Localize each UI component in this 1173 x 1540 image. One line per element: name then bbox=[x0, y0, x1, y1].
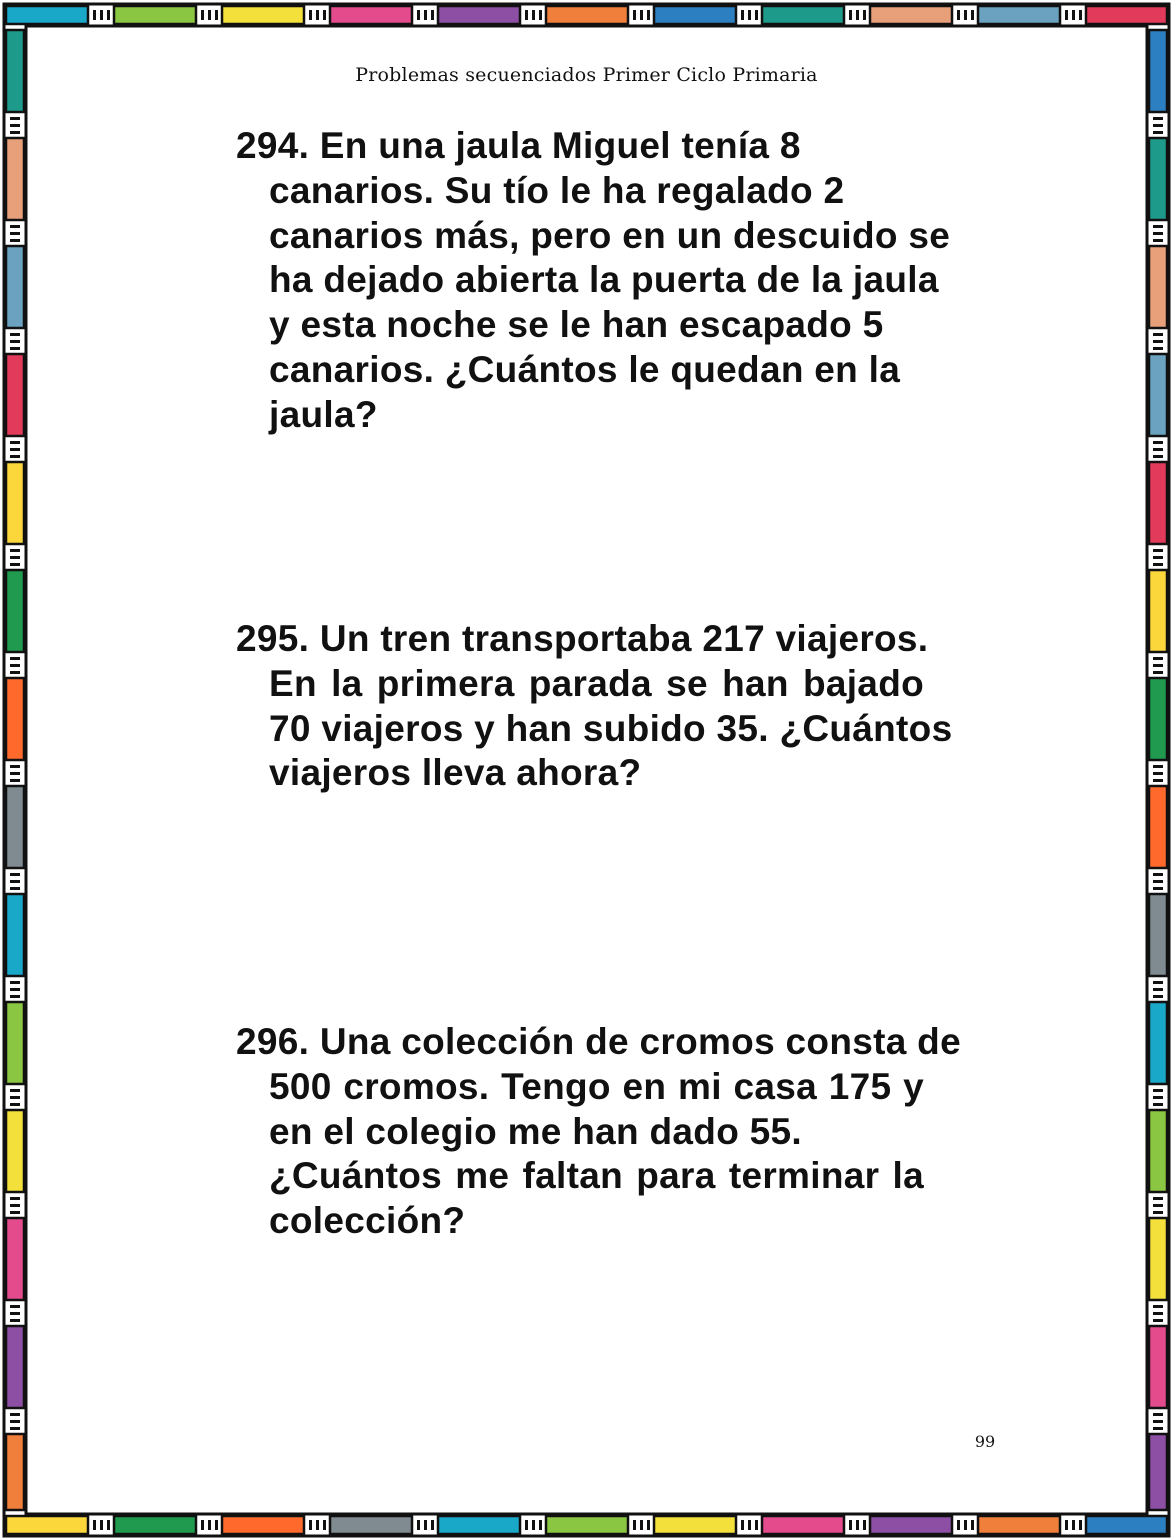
border-tick bbox=[201, 10, 204, 20]
border-tick bbox=[1153, 1204, 1163, 1207]
border-tick bbox=[1153, 1319, 1163, 1322]
border-segment bbox=[1149, 570, 1167, 652]
border-tick bbox=[1153, 340, 1163, 343]
border-tick bbox=[856, 10, 859, 20]
border-tick bbox=[1153, 556, 1163, 559]
border-segment bbox=[6, 1218, 24, 1300]
border-tick bbox=[10, 232, 20, 235]
border-segment bbox=[6, 1434, 24, 1510]
border-tick bbox=[957, 1520, 960, 1530]
border-segment bbox=[654, 1516, 736, 1534]
border-segment bbox=[654, 6, 736, 24]
border-segment bbox=[438, 1516, 520, 1534]
border-tick bbox=[532, 10, 535, 20]
border-tick bbox=[208, 10, 211, 20]
border-tick bbox=[208, 1520, 211, 1530]
problem-text: Una colección de cromos consta de bbox=[319, 1021, 961, 1062]
border-tick bbox=[849, 1520, 852, 1530]
border-segment bbox=[546, 1516, 628, 1534]
border-tick bbox=[107, 10, 110, 20]
border-tick bbox=[10, 1312, 20, 1315]
border-tick bbox=[1153, 1420, 1163, 1423]
problem-line: ¿Cuántos me faltan para terminar la bbox=[269, 1155, 924, 1197]
problem-number: 295. bbox=[236, 618, 310, 659]
border-tick bbox=[10, 1413, 20, 1416]
border-tick bbox=[863, 1520, 866, 1530]
border-tick bbox=[93, 10, 96, 20]
border-tick bbox=[10, 1427, 20, 1430]
border-tick bbox=[1153, 1197, 1163, 1200]
problem-line bbox=[236, 124, 924, 169]
border-tick bbox=[1153, 671, 1163, 674]
border-tick bbox=[1153, 1413, 1163, 1416]
border-segment bbox=[222, 1516, 304, 1534]
border-tick bbox=[755, 1520, 758, 1530]
border-segment bbox=[114, 6, 196, 24]
border-segment bbox=[546, 6, 628, 24]
problem-line: 70 viajeros y han subido 35. ¿Cuántos bbox=[269, 707, 953, 749]
border-segment bbox=[6, 462, 24, 544]
border-tick bbox=[1153, 225, 1163, 228]
border-tick bbox=[10, 887, 20, 890]
page-number: 99 bbox=[974, 1432, 996, 1451]
problem-line: canarios. Su tío le ha regalado 2 bbox=[269, 169, 845, 211]
border-segment bbox=[6, 894, 24, 976]
problem-line: ha dejado abierta la puerta de la jaula bbox=[269, 259, 939, 301]
border-tick bbox=[215, 10, 218, 20]
border-tick bbox=[1153, 1427, 1163, 1430]
border-segment bbox=[6, 138, 24, 220]
problem-line bbox=[236, 1020, 961, 1065]
border-segment bbox=[1149, 246, 1167, 328]
border-tick bbox=[1079, 10, 1082, 20]
border-tick bbox=[539, 1520, 542, 1530]
border-tick bbox=[1153, 988, 1163, 991]
problem-text: Un tren transportaba 217 viajeros. bbox=[319, 618, 929, 659]
border-tick bbox=[633, 1520, 636, 1530]
border-tick bbox=[1065, 10, 1068, 20]
border-tick bbox=[647, 1520, 650, 1530]
border-tick bbox=[647, 10, 650, 20]
border-tick bbox=[1153, 441, 1163, 444]
border-tick bbox=[1072, 1520, 1075, 1530]
border-segment bbox=[1149, 1002, 1167, 1084]
border-tick bbox=[1153, 657, 1163, 660]
problem-296 bbox=[236, 1020, 961, 1244]
border-tick bbox=[532, 1520, 535, 1530]
border-tick bbox=[10, 556, 20, 559]
border-tick bbox=[1153, 779, 1163, 782]
border-tick bbox=[100, 10, 103, 20]
border-tick bbox=[10, 995, 20, 998]
border-tick bbox=[1079, 1520, 1082, 1530]
border-segment bbox=[114, 1516, 196, 1534]
border-tick bbox=[10, 657, 20, 660]
border-tick bbox=[10, 880, 20, 883]
border-segment bbox=[1149, 462, 1167, 544]
problem-line: y esta noche se le han escapado 5 bbox=[269, 304, 884, 346]
border-tick bbox=[1153, 549, 1163, 552]
border-tick bbox=[10, 1420, 20, 1423]
border-tick bbox=[10, 1211, 20, 1214]
border-tick bbox=[424, 10, 427, 20]
border-tick bbox=[741, 10, 744, 20]
border-tick bbox=[10, 671, 20, 674]
border-tick bbox=[323, 10, 326, 20]
border-tick bbox=[309, 1520, 312, 1530]
border-tick bbox=[10, 1096, 20, 1099]
border-tick bbox=[1153, 448, 1163, 451]
border-tick bbox=[748, 1520, 751, 1530]
border-segment bbox=[978, 1516, 1060, 1534]
border-segment bbox=[1149, 138, 1167, 220]
border-tick bbox=[10, 441, 20, 444]
border-tick bbox=[10, 347, 20, 350]
border-tick bbox=[1153, 981, 1163, 984]
border-tick bbox=[1153, 772, 1163, 775]
border-segment bbox=[1149, 786, 1167, 868]
border-tick bbox=[964, 1520, 967, 1530]
border-segment bbox=[1149, 1326, 1167, 1408]
border-segment bbox=[6, 570, 24, 652]
border-tick bbox=[309, 10, 312, 20]
border-tick bbox=[107, 1520, 110, 1530]
border-tick bbox=[316, 1520, 319, 1530]
border-tick bbox=[1153, 1096, 1163, 1099]
border-segment bbox=[330, 6, 412, 24]
border-tick bbox=[1153, 664, 1163, 667]
border-tick bbox=[10, 1089, 20, 1092]
border-segment bbox=[1086, 1516, 1167, 1534]
problem-number: 296. bbox=[236, 1021, 310, 1062]
border-tick bbox=[10, 988, 20, 991]
border-segment bbox=[1149, 354, 1167, 436]
border-segment bbox=[6, 678, 24, 760]
border-segment bbox=[6, 354, 24, 436]
border-tick bbox=[741, 1520, 744, 1530]
border-tick bbox=[1153, 563, 1163, 566]
border-tick bbox=[10, 239, 20, 242]
border-tick bbox=[539, 10, 542, 20]
border-tick bbox=[431, 10, 434, 20]
border-tick bbox=[10, 1305, 20, 1308]
border-segment bbox=[6, 246, 24, 328]
border-segment bbox=[222, 6, 304, 24]
border-segment bbox=[1149, 894, 1167, 976]
border-tick bbox=[10, 225, 20, 228]
border-tick bbox=[1153, 765, 1163, 768]
border-segment bbox=[6, 1002, 24, 1084]
border-tick bbox=[417, 1520, 420, 1530]
border-tick bbox=[10, 664, 20, 667]
border-tick bbox=[1153, 239, 1163, 242]
problem-line: En la primera parada se han bajado bbox=[269, 662, 924, 704]
border-tick bbox=[964, 10, 967, 20]
problem-number: 294. bbox=[236, 125, 310, 166]
problem-line: canarios más, pero en un descuido se bbox=[269, 214, 951, 256]
problem-line: en el colegio me han dado 55. bbox=[269, 1110, 803, 1152]
border-tick bbox=[10, 1319, 20, 1322]
border-tick bbox=[10, 117, 20, 120]
border-tick bbox=[1153, 347, 1163, 350]
border-tick bbox=[1153, 333, 1163, 336]
border-tick bbox=[10, 779, 20, 782]
border-segment bbox=[1149, 1110, 1167, 1192]
problem-line: colección? bbox=[269, 1200, 466, 1242]
border-tick bbox=[1153, 131, 1163, 134]
border-segment bbox=[1086, 6, 1167, 24]
border-tick bbox=[10, 131, 20, 134]
problem-text: En una jaula Miguel tenía 8 bbox=[309, 125, 801, 166]
border-tick bbox=[10, 340, 20, 343]
border-tick bbox=[971, 1520, 974, 1530]
border-tick bbox=[1153, 117, 1163, 120]
border-tick bbox=[10, 1103, 20, 1106]
border-segment bbox=[870, 1516, 952, 1534]
border-tick bbox=[1153, 232, 1163, 235]
border-tick bbox=[1153, 873, 1163, 876]
border-tick bbox=[1153, 880, 1163, 883]
problem-line: viajeros lleva ahora? bbox=[269, 752, 642, 794]
border-segment bbox=[1149, 1434, 1167, 1510]
border-tick bbox=[10, 124, 20, 127]
border-tick bbox=[10, 455, 20, 458]
border-tick bbox=[1153, 1305, 1163, 1308]
border-tick bbox=[1153, 455, 1163, 458]
border-tick bbox=[863, 10, 866, 20]
border-segment bbox=[438, 6, 520, 24]
border-tick bbox=[10, 873, 20, 876]
border-segment bbox=[978, 6, 1060, 24]
border-tick bbox=[748, 10, 751, 20]
border-tick bbox=[1072, 10, 1075, 20]
border-tick bbox=[93, 1520, 96, 1530]
border-tick bbox=[10, 448, 20, 451]
border-tick bbox=[1065, 1520, 1068, 1530]
border-tick bbox=[1153, 1103, 1163, 1106]
border-tick bbox=[10, 765, 20, 768]
border-segment bbox=[762, 1516, 844, 1534]
problem-294 bbox=[236, 124, 951, 438]
border-segment bbox=[6, 786, 24, 868]
border-tick bbox=[10, 772, 20, 775]
border-tick bbox=[10, 563, 20, 566]
border-segment bbox=[6, 1110, 24, 1192]
border-tick bbox=[1153, 1312, 1163, 1315]
running-header: Problemas secuenciados Primer Ciclo Primaria bbox=[355, 64, 818, 86]
border-tick bbox=[1153, 124, 1163, 127]
border-segment bbox=[762, 6, 844, 24]
border-segment bbox=[1149, 678, 1167, 760]
border-tick bbox=[323, 1520, 326, 1530]
border-tick bbox=[849, 10, 852, 20]
border-tick bbox=[100, 1520, 103, 1530]
border-tick bbox=[856, 1520, 859, 1530]
border-tick bbox=[417, 10, 420, 20]
border-tick bbox=[640, 1520, 643, 1530]
problem-line bbox=[236, 617, 929, 662]
border-tick bbox=[431, 1520, 434, 1530]
border-tick bbox=[633, 10, 636, 20]
border-tick bbox=[10, 981, 20, 984]
border-segment bbox=[870, 6, 952, 24]
border-tick bbox=[201, 1520, 204, 1530]
border-tick bbox=[10, 549, 20, 552]
border-tick bbox=[316, 10, 319, 20]
border-tick bbox=[10, 1204, 20, 1207]
border-tick bbox=[957, 10, 960, 20]
problem-line: 500 cromos. Tengo en mi casa 175 y bbox=[269, 1065, 924, 1107]
border-tick bbox=[10, 333, 20, 336]
border-tick bbox=[971, 10, 974, 20]
border-segment bbox=[1149, 1218, 1167, 1300]
border-tick bbox=[1153, 887, 1163, 890]
border-segment bbox=[330, 1516, 412, 1534]
border-segment bbox=[6, 6, 88, 24]
border-tick bbox=[525, 10, 528, 20]
border-tick bbox=[525, 1520, 528, 1530]
border-tick bbox=[1153, 1211, 1163, 1214]
border-segment bbox=[6, 1516, 88, 1534]
problem-295 bbox=[236, 617, 953, 796]
border-tick bbox=[215, 1520, 218, 1530]
problem-line: jaula? bbox=[269, 393, 378, 435]
border-tick bbox=[424, 1520, 427, 1530]
problem-line: canarios. ¿Cuántos le quedan en la bbox=[269, 348, 901, 390]
border-tick bbox=[1153, 995, 1163, 998]
border-tick bbox=[1153, 1089, 1163, 1092]
border-tick bbox=[755, 10, 758, 20]
border-tick bbox=[10, 1197, 20, 1200]
border-tick bbox=[640, 10, 643, 20]
border-segment bbox=[6, 1326, 24, 1408]
